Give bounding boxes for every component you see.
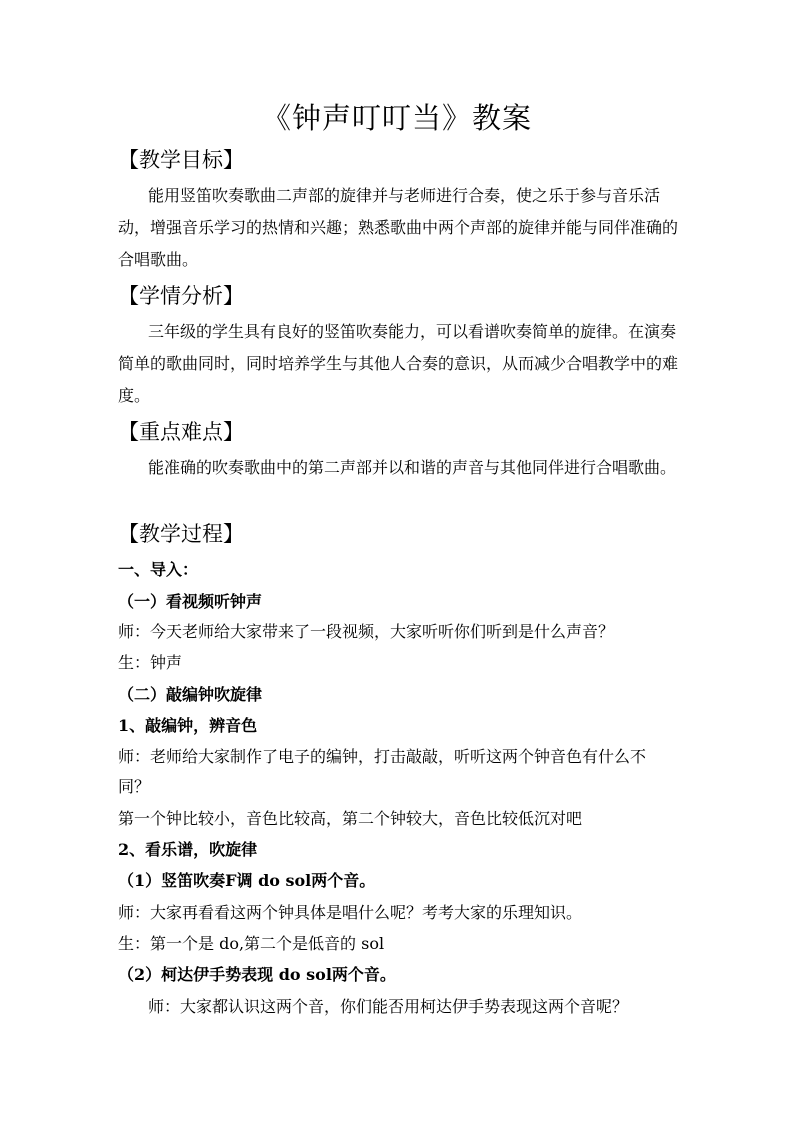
paragraph-text: 能准确的吹奏歌曲中的第二声部并以和谐的声音与其他同伴进行合唱歌曲。 [148, 458, 677, 477]
paragraph-teaching-goals [118, 180, 678, 276]
heading-key-points: 【重点难点】 [118, 420, 244, 444]
document-title: 《钟声叮叮当》教案 [261, 101, 532, 135]
process-student-line: 生：第一个是 do,第二个是低音的 sol [118, 934, 385, 953]
process-subheading-bells: （二）敲编钟吹旋律 [118, 685, 263, 704]
process-student-line: 生：钟声 [118, 653, 183, 672]
process-substep-1: （1）竖笛吹奏F调 do sol两个音。 [118, 871, 376, 890]
paragraph-student-analysis [118, 316, 678, 412]
heading-teaching-process: 【教学过程】 [118, 522, 244, 546]
paragraph-text: 能用竖笛吹奏歌曲二声部的旋律并与老师进行合奏，使之乐于参与音乐活动，增强音乐学习的热情和兴趣；熟悉歌曲中两个声部的旋律并能与同伴准确的合唱歌曲。 [118, 186, 679, 269]
process-step-1: 1、敲编钟，辨音色 [118, 716, 258, 735]
process-teacher-line: 师：今天老师给大家带来了一段视频，大家听听你们听到是什么声音？ [118, 622, 615, 641]
process-note-line: 第一个钟比较小，音色比较高，第二个钟较大，音色比较低沉对吧 [118, 809, 583, 828]
process-teacher-line: 师：老师给大家制作了电子的编钟，打击敲敲，听听这两个钟音色有什么不 [118, 747, 647, 766]
process-teacher-line-indented: 师：大家都认识这两个音，你们能否用柯达伊手势表现这两个音呢？ [148, 997, 629, 1016]
process-teacher-line: 师：大家再看看这两个钟具体是唱什么呢？考考大家的乐理知识。 [118, 903, 583, 922]
process-subheading-video: （一）看视频听钟声 [118, 592, 263, 611]
heading-teaching-goals: 【教学目标】 [118, 148, 244, 172]
process-teacher-line-continued: 同？ [118, 777, 151, 796]
heading-student-analysis: 【学情分析】 [118, 284, 244, 308]
process-step-2: 2、看乐谱，吹旋律 [118, 840, 258, 859]
paragraph-key-points [118, 452, 678, 484]
paragraph-text: 三年级的学生具有良好的竖笛吹奏能力，可以看谱吹奏简单的旋律。在演奏简单的歌曲同时，同时培养学生与其他人合奏的意识，从而减少合唱教学中的难度。 [118, 322, 679, 405]
process-intro-heading: 一、导入： [118, 560, 199, 579]
process-substep-2: （2）柯达伊手势表现 do sol两个音。 [118, 965, 396, 984]
